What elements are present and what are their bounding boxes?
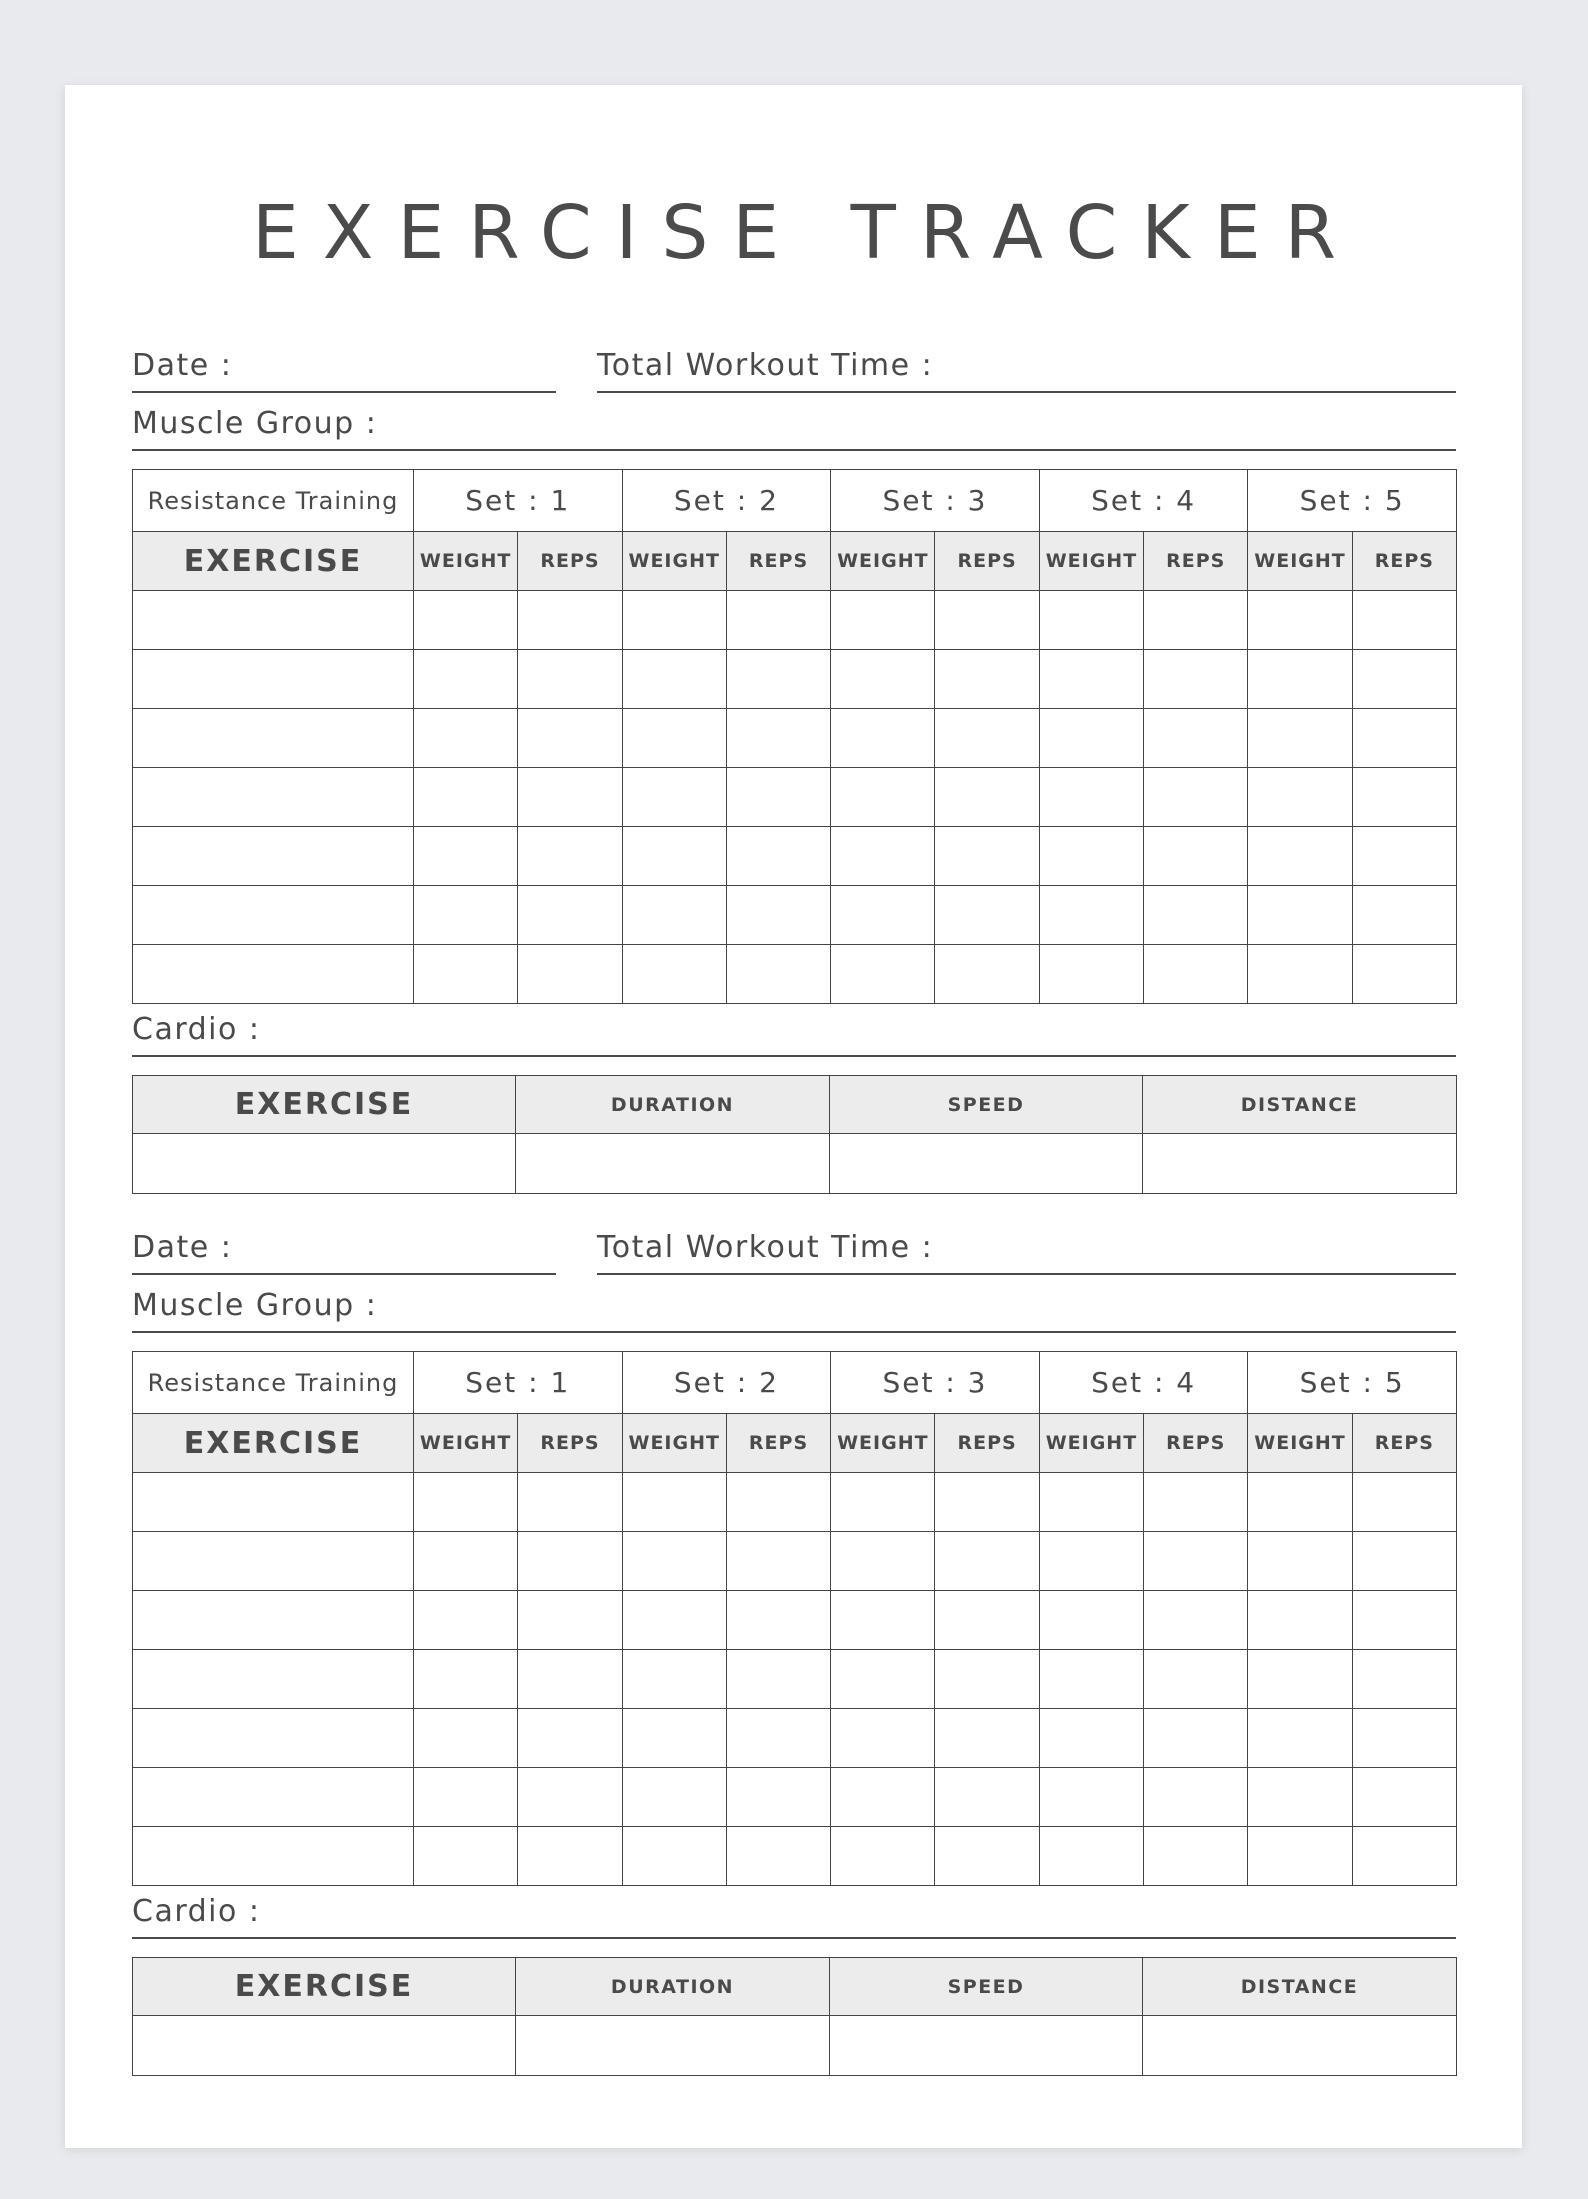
reps-cell[interactable]	[518, 591, 622, 650]
reps-cell[interactable]	[1352, 1827, 1456, 1886]
weight-column-header: WEIGHT	[414, 1414, 518, 1473]
weight-cell[interactable]	[831, 1650, 935, 1709]
table-row	[133, 1768, 1457, 1827]
weight-cell[interactable]	[831, 709, 935, 768]
reps-cell[interactable]	[1144, 1591, 1248, 1650]
weight-cell[interactable]	[622, 1591, 726, 1650]
exercise-cell[interactable]	[133, 768, 414, 827]
weight-cell[interactable]	[831, 886, 935, 945]
reps-cell[interactable]	[935, 1591, 1039, 1650]
reps-cell[interactable]	[726, 827, 830, 886]
weight-cell[interactable]	[1248, 886, 1352, 945]
reps-cell[interactable]	[935, 768, 1039, 827]
date-field-1[interactable]: Date :	[132, 348, 556, 393]
exercise-cell[interactable]	[133, 1827, 414, 1886]
weight-column-header: WEIGHT	[831, 1414, 935, 1473]
exercise-column-header: EXERCISE	[133, 1414, 414, 1473]
set-1-header: Set : 1	[414, 470, 623, 532]
weight-cell[interactable]	[414, 768, 518, 827]
weight-cell[interactable]	[1039, 945, 1143, 1004]
reps-cell[interactable]	[726, 1768, 830, 1827]
weight-cell[interactable]	[831, 945, 935, 1004]
reps-cell[interactable]	[1144, 827, 1248, 886]
reps-cell[interactable]	[1144, 709, 1248, 768]
weight-cell[interactable]	[1248, 1532, 1352, 1591]
reps-column-header: REPS	[1144, 532, 1248, 591]
reps-cell[interactable]	[1144, 768, 1248, 827]
cardio-exercise-cell[interactable]	[133, 1134, 516, 1194]
table-row	[133, 650, 1457, 709]
weight-cell[interactable]	[831, 768, 935, 827]
weight-cell[interactable]	[1248, 650, 1352, 709]
reps-cell[interactable]	[518, 827, 622, 886]
weight-cell[interactable]	[1248, 1709, 1352, 1768]
muscle-group-field-1[interactable]: Muscle Group :	[132, 406, 1456, 451]
speed-column-header: SPEED	[830, 1076, 1143, 1134]
weight-cell[interactable]	[622, 886, 726, 945]
reps-cell[interactable]	[1352, 1709, 1456, 1768]
weight-cell[interactable]	[414, 650, 518, 709]
speed-cell[interactable]	[830, 1134, 1143, 1194]
reps-cell[interactable]	[518, 945, 622, 1004]
exercise-cell[interactable]	[133, 1532, 414, 1591]
set-1-header: Set : 1	[414, 1352, 623, 1414]
table-row	[133, 886, 1457, 945]
reps-cell[interactable]	[518, 1591, 622, 1650]
reps-cell[interactable]	[935, 1532, 1039, 1591]
table-row	[133, 945, 1457, 1004]
weight-cell[interactable]	[414, 1591, 518, 1650]
resistance-training-label: Resistance Training	[133, 470, 414, 532]
weight-cell[interactable]	[622, 768, 726, 827]
weight-cell[interactable]	[831, 1827, 935, 1886]
table-row	[133, 1134, 1457, 1194]
reps-cell[interactable]	[935, 591, 1039, 650]
weight-cell[interactable]	[1039, 650, 1143, 709]
resistance-table-1	[132, 469, 1457, 1004]
distance-column-header: DISTANCE	[1143, 1076, 1457, 1134]
weight-column-header: WEIGHT	[1039, 1414, 1143, 1473]
cardio-field-2[interactable]: Cardio :	[132, 1894, 1456, 1939]
reps-column-header: REPS	[1144, 1414, 1248, 1473]
duration-cell[interactable]	[516, 2016, 830, 2076]
reps-cell[interactable]	[935, 1827, 1039, 1886]
weight-cell[interactable]	[414, 886, 518, 945]
reps-cell[interactable]	[1352, 1473, 1456, 1532]
exercise-cell[interactable]	[133, 827, 414, 886]
reps-cell[interactable]	[1352, 1591, 1456, 1650]
weight-cell[interactable]	[1248, 591, 1352, 650]
weight-cell[interactable]	[622, 827, 726, 886]
weight-column-header: WEIGHT	[622, 1414, 726, 1473]
reps-cell[interactable]	[1144, 1532, 1248, 1591]
muscle-group-field-2[interactable]: Muscle Group :	[132, 1288, 1456, 1333]
reps-cell[interactable]	[1144, 650, 1248, 709]
set-5-header: Set : 5	[1248, 1352, 1457, 1414]
set-3-header: Set : 3	[831, 470, 1040, 532]
cardio-exercise-header: EXERCISE	[133, 1958, 516, 2016]
table-row	[133, 1532, 1457, 1591]
reps-cell[interactable]	[726, 1591, 830, 1650]
reps-cell[interactable]	[1144, 886, 1248, 945]
reps-cell[interactable]	[518, 886, 622, 945]
table-row	[133, 827, 1457, 886]
weight-column-header: WEIGHT	[1248, 1414, 1352, 1473]
reps-cell[interactable]	[1144, 1709, 1248, 1768]
reps-cell[interactable]	[1352, 945, 1456, 1004]
weight-cell[interactable]	[414, 945, 518, 1004]
cardio-table-2	[132, 1957, 1457, 2076]
weight-cell[interactable]	[1248, 768, 1352, 827]
reps-cell[interactable]	[726, 1827, 830, 1886]
table-row	[133, 1591, 1457, 1650]
reps-cell[interactable]	[726, 650, 830, 709]
weight-cell[interactable]	[1248, 709, 1352, 768]
reps-cell[interactable]	[1144, 945, 1248, 1004]
weight-cell[interactable]	[414, 709, 518, 768]
weight-cell[interactable]	[414, 1709, 518, 1768]
exercise-cell[interactable]	[133, 1650, 414, 1709]
exercise-cell[interactable]	[133, 1709, 414, 1768]
weight-column-header: WEIGHT	[1039, 532, 1143, 591]
weight-column-header: WEIGHT	[414, 532, 518, 591]
reps-cell[interactable]	[935, 1709, 1039, 1768]
weight-cell[interactable]	[1039, 1768, 1143, 1827]
weight-cell[interactable]	[831, 1473, 935, 1532]
reps-cell[interactable]	[1352, 768, 1456, 827]
reps-cell[interactable]	[1144, 1473, 1248, 1532]
weight-cell[interactable]	[1039, 1650, 1143, 1709]
speed-cell[interactable]	[830, 2016, 1143, 2076]
weight-cell[interactable]	[1248, 827, 1352, 886]
weight-cell[interactable]	[1039, 1591, 1143, 1650]
reps-cell[interactable]	[935, 886, 1039, 945]
exercise-cell[interactable]	[133, 886, 414, 945]
reps-cell[interactable]	[935, 1650, 1039, 1709]
set-3-header: Set : 3	[831, 1352, 1040, 1414]
weight-cell[interactable]	[831, 650, 935, 709]
speed-column-header: SPEED	[830, 1958, 1143, 2016]
table-row	[133, 1650, 1457, 1709]
duration-cell[interactable]	[516, 1134, 830, 1194]
exercise-cell[interactable]	[133, 1768, 414, 1827]
reps-cell[interactable]	[1144, 591, 1248, 650]
reps-cell[interactable]	[726, 1473, 830, 1532]
weight-cell[interactable]	[831, 1591, 935, 1650]
weight-cell[interactable]	[622, 1709, 726, 1768]
set-2-header: Set : 2	[622, 470, 831, 532]
weight-cell[interactable]	[1039, 1709, 1143, 1768]
weight-cell[interactable]	[622, 945, 726, 1004]
resistance-table-2	[132, 1351, 1457, 1886]
set-4-header: Set : 4	[1039, 470, 1248, 532]
reps-cell[interactable]	[1352, 827, 1456, 886]
reps-cell[interactable]	[1352, 650, 1456, 709]
reps-cell[interactable]	[518, 1650, 622, 1709]
exercise-cell[interactable]	[133, 945, 414, 1004]
cardio-table-1	[132, 1075, 1457, 1194]
set-2-header: Set : 2	[622, 1352, 831, 1414]
reps-cell[interactable]	[518, 709, 622, 768]
weight-cell[interactable]	[622, 1768, 726, 1827]
weight-cell[interactable]	[831, 1768, 935, 1827]
weight-cell[interactable]	[414, 1768, 518, 1827]
reps-cell[interactable]	[518, 768, 622, 827]
weight-cell[interactable]	[1248, 945, 1352, 1004]
weight-cell[interactable]	[1248, 1827, 1352, 1886]
weight-cell[interactable]	[622, 650, 726, 709]
weight-column-header: WEIGHT	[1248, 532, 1352, 591]
exercise-cell[interactable]	[133, 709, 414, 768]
weight-cell[interactable]	[1039, 591, 1143, 650]
reps-column-header: REPS	[1352, 532, 1456, 591]
reps-cell[interactable]	[1352, 1650, 1456, 1709]
weight-cell[interactable]	[622, 1532, 726, 1591]
reps-cell[interactable]	[726, 1532, 830, 1591]
weight-cell[interactable]	[1248, 1591, 1352, 1650]
reps-cell[interactable]	[935, 709, 1039, 768]
weight-cell[interactable]	[1248, 1473, 1352, 1532]
weight-cell[interactable]	[1039, 886, 1143, 945]
total-workout-time-field-2[interactable]: Total Workout Time :	[597, 1230, 1456, 1275]
resistance-training-label: Resistance Training	[133, 1352, 414, 1414]
total-workout-time-field-1[interactable]: Total Workout Time :	[597, 348, 1456, 393]
weight-cell[interactable]	[622, 1827, 726, 1886]
weight-cell[interactable]	[1039, 709, 1143, 768]
reps-cell[interactable]	[518, 1827, 622, 1886]
weight-cell[interactable]	[414, 591, 518, 650]
reps-cell[interactable]	[1352, 591, 1456, 650]
weight-cell[interactable]	[1039, 1532, 1143, 1591]
duration-column-header: DURATION	[516, 1076, 830, 1134]
set-5-header: Set : 5	[1248, 470, 1457, 532]
weight-cell[interactable]	[414, 1827, 518, 1886]
cardio-exercise-cell[interactable]	[133, 2016, 516, 2076]
reps-column-header: REPS	[1352, 1414, 1456, 1473]
weight-cell[interactable]	[622, 709, 726, 768]
reps-cell[interactable]	[1352, 1532, 1456, 1591]
table-row	[133, 1709, 1457, 1768]
weight-cell[interactable]	[1248, 1650, 1352, 1709]
distance-cell[interactable]	[1143, 1134, 1457, 1194]
reps-cell[interactable]	[935, 650, 1039, 709]
reps-cell[interactable]	[726, 1650, 830, 1709]
reps-cell[interactable]	[1144, 1768, 1248, 1827]
reps-cell[interactable]	[1352, 1768, 1456, 1827]
reps-cell[interactable]	[518, 650, 622, 709]
reps-cell[interactable]	[518, 1709, 622, 1768]
weight-cell[interactable]	[414, 1473, 518, 1532]
exercise-cell[interactable]	[133, 591, 414, 650]
weight-cell[interactable]	[1039, 768, 1143, 827]
reps-column-header: REPS	[518, 532, 622, 591]
reps-column-header: REPS	[726, 532, 830, 591]
reps-cell[interactable]	[726, 709, 830, 768]
reps-cell[interactable]	[935, 1768, 1039, 1827]
reps-cell[interactable]	[935, 1473, 1039, 1532]
reps-cell[interactable]	[1352, 709, 1456, 768]
weight-column-header: WEIGHT	[831, 532, 935, 591]
reps-cell[interactable]	[935, 945, 1039, 1004]
reps-cell[interactable]	[518, 1473, 622, 1532]
weight-cell[interactable]	[1039, 827, 1143, 886]
weight-column-header: WEIGHT	[622, 532, 726, 591]
exercise-column-header: EXERCISE	[133, 532, 414, 591]
reps-column-header: REPS	[935, 532, 1039, 591]
cardio-field-1[interactable]: Cardio :	[132, 1012, 1456, 1057]
date-field-2[interactable]: Date :	[132, 1230, 556, 1275]
weight-cell[interactable]	[414, 827, 518, 886]
reps-cell[interactable]	[518, 1768, 622, 1827]
table-row	[133, 709, 1457, 768]
weight-cell[interactable]	[622, 1473, 726, 1532]
distance-column-header: DISTANCE	[1143, 1958, 1457, 2016]
set-4-header: Set : 4	[1039, 1352, 1248, 1414]
table-row	[133, 1473, 1457, 1532]
exercise-cell[interactable]	[133, 650, 414, 709]
exercise-cell[interactable]	[133, 1473, 414, 1532]
reps-cell[interactable]	[518, 1532, 622, 1591]
page-title: EXERCISE TRACKER	[252, 190, 1360, 276]
weight-cell[interactable]	[1248, 1768, 1352, 1827]
reps-cell[interactable]	[726, 1709, 830, 1768]
reps-cell[interactable]	[726, 591, 830, 650]
exercise-cell[interactable]	[133, 1591, 414, 1650]
weight-cell[interactable]	[414, 1532, 518, 1591]
weight-cell[interactable]	[831, 591, 935, 650]
reps-cell[interactable]	[726, 768, 830, 827]
weight-cell[interactable]	[831, 1709, 935, 1768]
weight-cell[interactable]	[414, 1650, 518, 1709]
reps-column-header: REPS	[726, 1414, 830, 1473]
distance-cell[interactable]	[1143, 2016, 1457, 2076]
cardio-exercise-header: EXERCISE	[133, 1076, 516, 1134]
weight-cell[interactable]	[831, 1532, 935, 1591]
weight-cell[interactable]	[1039, 1473, 1143, 1532]
weight-cell[interactable]	[622, 1650, 726, 1709]
reps-column-header: REPS	[518, 1414, 622, 1473]
weight-cell[interactable]	[622, 591, 726, 650]
weight-cell[interactable]	[831, 827, 935, 886]
table-row	[133, 591, 1457, 650]
reps-cell[interactable]	[1144, 1827, 1248, 1886]
duration-column-header: DURATION	[516, 1958, 830, 2016]
table-row	[133, 2016, 1457, 2076]
reps-cell[interactable]	[1144, 1650, 1248, 1709]
reps-cell[interactable]	[1352, 886, 1456, 945]
table-row	[133, 1827, 1457, 1886]
table-row	[133, 768, 1457, 827]
reps-cell[interactable]	[726, 886, 830, 945]
reps-cell[interactable]	[935, 827, 1039, 886]
weight-cell[interactable]	[1039, 1827, 1143, 1886]
reps-cell[interactable]	[726, 945, 830, 1004]
reps-column-header: REPS	[935, 1414, 1039, 1473]
